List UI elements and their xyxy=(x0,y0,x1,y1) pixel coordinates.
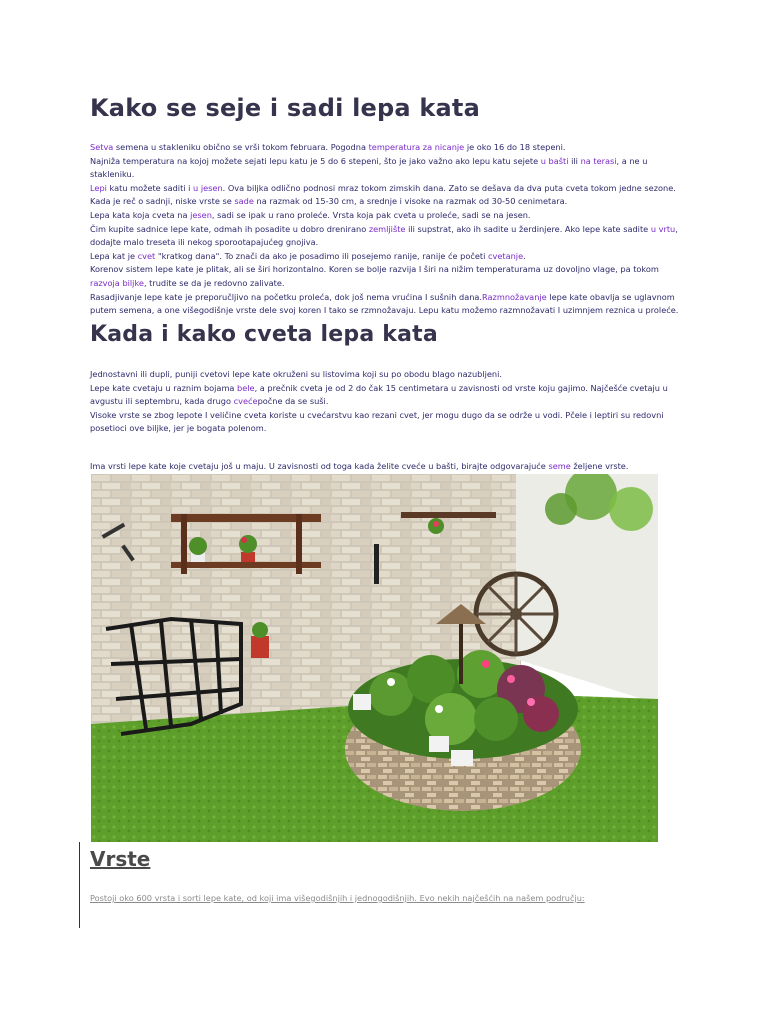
margin-bar xyxy=(79,842,80,928)
text-run: "kratkog dana". To znači da ako je posadimo ili posejemo ranije, ranije će početi xyxy=(155,250,488,261)
text-run: željene vrste. xyxy=(570,461,629,471)
text-run: , dodajte malo treseta ili nekog sporootapajućeg gnojiva. xyxy=(90,223,678,248)
blooming-section xyxy=(90,368,682,436)
text-run: Kada je reč o sadnji, niske vrste se xyxy=(90,196,235,207)
text-link[interactable]: u bašti xyxy=(540,155,569,166)
text-link[interactable]: biljke xyxy=(122,277,144,288)
text-run: Čim kupite sadnice lepe kate, odmah ih posadite u dobro drenirano xyxy=(90,223,369,234)
text-link[interactable]: bele xyxy=(237,382,255,393)
text-run: ili supstrat, ako ih sadite u žerdinjere. Ako lepe kate sadite xyxy=(405,223,651,234)
text-link[interactable]: razvoja xyxy=(90,277,120,288)
paragraph xyxy=(90,382,682,409)
text-run: , a prečnik cveta je od 2 do čak 15 centimetara u zavisnosti od vrste koju gajimo. Najčešće cvetaju u avgustu ili septembru, kada drugo xyxy=(90,382,668,407)
text-run: . xyxy=(523,250,526,261)
text-link[interactable]: temperatura za nicanje xyxy=(368,142,465,152)
text-link[interactable]: seme xyxy=(548,461,571,471)
text-run: . Ova biljka odlično podnosi mraz tokom zimskih dana. Zato se dešava da dva puta cveta tokom jedne sezone. xyxy=(222,182,676,193)
text-link[interactable]: zemljište xyxy=(368,223,406,234)
text-run: je oko 16 do 18 stepeni. xyxy=(464,142,566,152)
text-link[interactable]: cvetanje xyxy=(488,250,524,261)
text-link[interactable]: jesen xyxy=(190,209,212,220)
paragraph xyxy=(90,263,682,290)
text-run: Korenov sistem lepe kate je plitak, ali se širi horizontalno. Koren se bolje razvija I širi na nižim temperaturama uz dovoljno vlage, pa tokom xyxy=(90,264,659,275)
text-link[interactable]: Setva xyxy=(90,142,114,152)
text-run: katu možete saditi i xyxy=(106,182,194,193)
text-link[interactable]: sade xyxy=(234,196,254,207)
text-run: Ima vrsti lepe kate koje cvetaju još u maju. U zavisnosti od toga kada želite cveće u bašti, birajte odgovarajuće xyxy=(90,461,549,471)
text-run: ili xyxy=(568,155,581,166)
text-link[interactable]: Lepi xyxy=(90,182,107,193)
section-title-vrste: Vrste xyxy=(90,847,151,871)
paragraph xyxy=(90,182,682,196)
text-run: lepe kate obavlja se uglavnom putem semena, a one višegodišnje vrste dele svoj koren I tako se rzmnožavaju. Lepu katu možemo razmnožavati I uzimnjem reznica u proleće. xyxy=(90,291,679,316)
text-run: Visoke vrste se zbog lepote I veličine cveta koriste u cvećarstvu kao rezani cvet, jer mogu dugo da se održe u vodi. Pčele i leptiri su redovni posetioci ove biljke, jer je bogata polenom. xyxy=(90,409,664,434)
page-title: Kako se seje i sadi lepa kata xyxy=(90,94,480,122)
bloom-note xyxy=(90,461,628,471)
text-link[interactable]: cvet xyxy=(137,250,156,261)
text-link[interactable]: Razmnožavanje xyxy=(482,291,547,302)
text-run: , a ne u stakleniku. xyxy=(90,155,648,180)
text-run: Jednostavni ili dupli, puniji cvetovi lepe kate okruženi su listovima koji su po obodu blago nazubljeni. xyxy=(90,369,502,379)
text-link[interactable]: na terasi xyxy=(580,155,617,166)
section-title-blooming: Kada i kako cveta lepa kata xyxy=(90,322,438,347)
text-link[interactable]: cveće xyxy=(233,396,258,407)
paragraph xyxy=(90,368,682,382)
text-run: Rasadjivanje lepe kate je preporučljivo na početku proleća, dok još nema vrućina I sušnih dana. xyxy=(90,291,483,302)
vrste-intro-text: Postoji oko 600 vrsta i sorti lepe kate, od koji ima višegodišnjih i jednogodišnjih. Evo nekih najčešćih na našem području: xyxy=(90,893,585,903)
text-run: , trudite se da je redovno zalivate. xyxy=(143,277,285,288)
paragraph xyxy=(90,141,682,155)
text-run: Najniža temperatura na kojoj možete sejati lepu katu je 5 do 6 stepeni, što je jako važno ako lepu katu sejete xyxy=(90,155,541,166)
text-run: Lepa kat je xyxy=(90,250,138,261)
text-run: semena u stakleniku obično se vrši tokom februara. Pogodna xyxy=(113,142,369,152)
garden-photo xyxy=(91,474,658,842)
paragraph xyxy=(90,155,682,182)
paragraph xyxy=(90,291,682,318)
text-run: Lepe kate cvetaju u raznim bojama xyxy=(90,382,238,393)
text-run: počne da se suši. xyxy=(257,396,329,407)
paragraph xyxy=(90,250,682,264)
paragraph xyxy=(90,209,682,223)
paragraph xyxy=(90,409,682,436)
paragraph xyxy=(90,195,682,209)
text-run: Lepa kata koja cveta na xyxy=(90,209,191,220)
sowing-section xyxy=(90,141,682,318)
text-run: na razmak od 15-30 cm, a srednje i visoke na razmak od 30-50 cenimetara. xyxy=(253,196,568,207)
text-link[interactable]: u vrtu xyxy=(650,223,676,234)
text-run: , sadi se ipak u rano proleće. Vrsta koja pak cveta u proleće, sadi se na jesen. xyxy=(211,209,531,220)
text-link[interactable]: u jesen xyxy=(193,182,223,193)
paragraph xyxy=(90,223,682,250)
